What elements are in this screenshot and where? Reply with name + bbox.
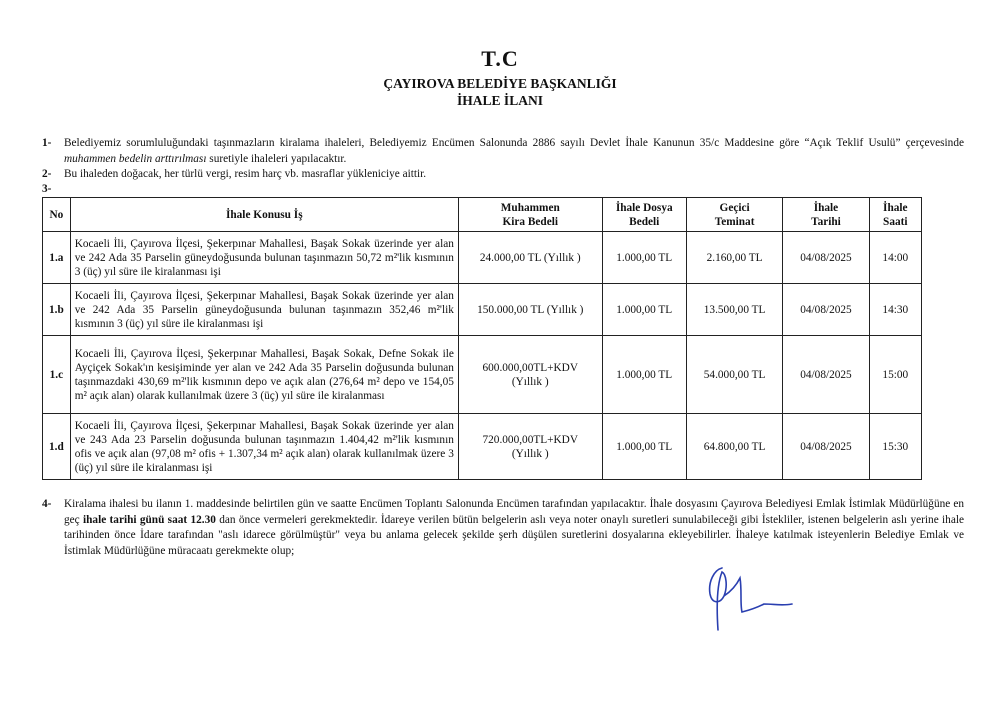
- row-dosya: 1.000,00 TL: [602, 232, 686, 284]
- paragraph-2-number: 2-: [42, 168, 52, 180]
- table-row: [43, 336, 922, 414]
- header-teminat: Geçici Teminat: [686, 198, 783, 232]
- row-desc: Kocaeli İli, Çayırova İlçesi, Şekerpınar Mahallesi, Başak Sokak üzerinde yer alan ve 243 Ada 23 Parselin doğusunda bulunan taşınmazın 1.404,42 m²'lik kısmının ofis ve açık alan (97,08 m² ofis + 1.307,34 m² açık alan) olarak kullanılmak üzere 3 (üç) yıl süre ile kiralanması işi: [70, 414, 458, 480]
- row-teminat: 13.500,00 TL: [686, 284, 783, 336]
- header-municipality: ÇAYIROVA BELEDİYE BAŞKANLIĞI: [383, 76, 617, 91]
- row-kira: 600.000,00TL+KDV (Yıllık ): [458, 336, 602, 414]
- row-saat: 15:00: [869, 336, 921, 414]
- paragraph-4-text-a: Kiralama ihalesi bu ilanın 1. maddesinde belirtilen gün ve saatte Encümen Toplantı Salonunda Encümen tarafından yapılacaktır. İhale dosyasını Çayırova Belediyesi Emlak İstimlak Müdürlüğüne en geç: [64, 498, 964, 526]
- row-tarih: 04/08/2025: [783, 414, 869, 480]
- table-row: [43, 414, 922, 480]
- paragraph-4-text-b: dan önce vermeleri gerekmektedir. İdareye verilen bütün belgelerin aslı veya noter onaylı suretleri sunulabileceği gibi İstekliler, istenen belgelerin aslı yerine ihale tarihinden önce İdare tarafından "aslı idarece görülmüştür" veya bu anlama gelecek şekilde şerh düşülen suretlerini dosyalarına ekleyebilirler. İhaleye katılmak isteyenlerin Belediye Emlak ve İstimlak Müdürlüğüne müracaatı gerekmekte olup;: [64, 513, 964, 557]
- row-desc: Kocaeli İli, Çayırova İlçesi, Şekerpınar Mahallesi, Başak Sokak üzerinde yer alan ve 242 Ada 35 Parselin güneydoğusunda bulunan taşınmazın 50,72 m²'lik kısmının 3 (üç) yıl süre ile kiralanması işi: [70, 232, 458, 284]
- header-no: No: [43, 198, 71, 232]
- row-kira: 720.000,00TL+KDV (Yıllık ): [458, 414, 602, 480]
- header-kira: Muhammen Kira Bedeli: [458, 198, 602, 232]
- row-no: 1.c: [43, 336, 71, 414]
- paragraph-4-number: 4-: [42, 498, 52, 510]
- paragraph-1-text-a: Belediyemiz sorumluluğundaki taşınmazların kiralama ihaleleri, Belediyemiz Encümen Salonunda 2886 sayılı Devlet İhale Kanunun 35/c Maddesine göre “Açık Teklif Usulü” çerçevesinde: [64, 137, 964, 149]
- paragraph-2-text: Bu ihaleden doğacak, her türlü vergi, resim harç vb. masraflar yükleniciye aittir.: [64, 168, 427, 180]
- row-kira: 150.000,00 TL (Yıllık ): [458, 284, 602, 336]
- header-tarih: İhale Tarihi: [783, 198, 869, 232]
- paragraph-1-text-b: suretiyle ihaleleri yapılacaktır.: [206, 152, 347, 165]
- row-kira: 24.000,00 TL (Yıllık ): [458, 232, 602, 284]
- row-dosya: 1.000,00 TL: [602, 284, 686, 336]
- row-teminat: 2.160,00 TL: [686, 232, 783, 284]
- signature: [700, 560, 820, 640]
- row-teminat: 64.800,00 TL: [686, 414, 783, 480]
- row-dosya: 1.000,00 TL: [602, 414, 686, 480]
- row-no: 1.a: [43, 232, 71, 284]
- header-saat: İhale Saati: [869, 198, 921, 232]
- row-desc: Kocaeli İli, Çayırova İlçesi, Şekerpınar Mahallesi, Başak Sokak üzerinde yer alan ve 242 Ada 35 Parselin güneydoğusunda bulunan taşınmazın 352,46 m²'lik kısmının 3 (üç) yıl süre ile kiralanması işi: [70, 284, 458, 336]
- paragraph-4: [42, 497, 964, 559]
- header-dosya: İhale Dosya Bedeli: [602, 198, 686, 232]
- paragraph-2: [42, 167, 964, 183]
- row-teminat: 54.000,00 TL: [686, 336, 783, 414]
- row-tarih: 04/08/2025: [783, 232, 869, 284]
- signature-stroke: [710, 568, 792, 630]
- row-saat: 15:30: [869, 414, 921, 480]
- header-konu: İhale Konusu İş: [70, 198, 458, 232]
- table-header-row: [43, 198, 922, 232]
- row-no: 1.d: [43, 414, 71, 480]
- paragraph-1-italic: muhammen bedelin arttırılması: [64, 152, 207, 165]
- row-tarih: 04/08/2025: [783, 284, 869, 336]
- header-tc: T.C: [481, 46, 519, 71]
- table-row: [43, 232, 922, 284]
- tender-table: [42, 197, 922, 480]
- paragraph-1: [42, 136, 964, 167]
- row-saat: 14:30: [869, 284, 921, 336]
- row-dosya: 1.000,00 TL: [602, 336, 686, 414]
- row-no: 1.b: [43, 284, 71, 336]
- paragraph-3-number: 3-: [42, 183, 52, 195]
- table-row: [43, 284, 922, 336]
- row-tarih: 04/08/2025: [783, 336, 869, 414]
- row-desc: Kocaeli İli, Çayırova İlçesi, Şekerpınar Mahallesi, Başak Sokak, Defne Sokak ile Ayçiçek Sokak'ın kesişiminde yer alan ve 242 Ada 35 Parselin doğusunda bulunan taşınmazdaki 430,69 m²'lik kısmının depo ve açık alan (276,64 m² depo ve 154,05 m² açık alan) olarak kullanılmak üzere 3 (üç) yıl süre ile kiralanması: [70, 336, 458, 414]
- paragraph-4-bold: ihale tarihi günü saat 12.30: [83, 513, 216, 526]
- header-announcement: İHALE İLANI: [457, 93, 543, 108]
- row-saat: 14:00: [869, 232, 921, 284]
- paragraph-1-number: 1-: [42, 137, 52, 149]
